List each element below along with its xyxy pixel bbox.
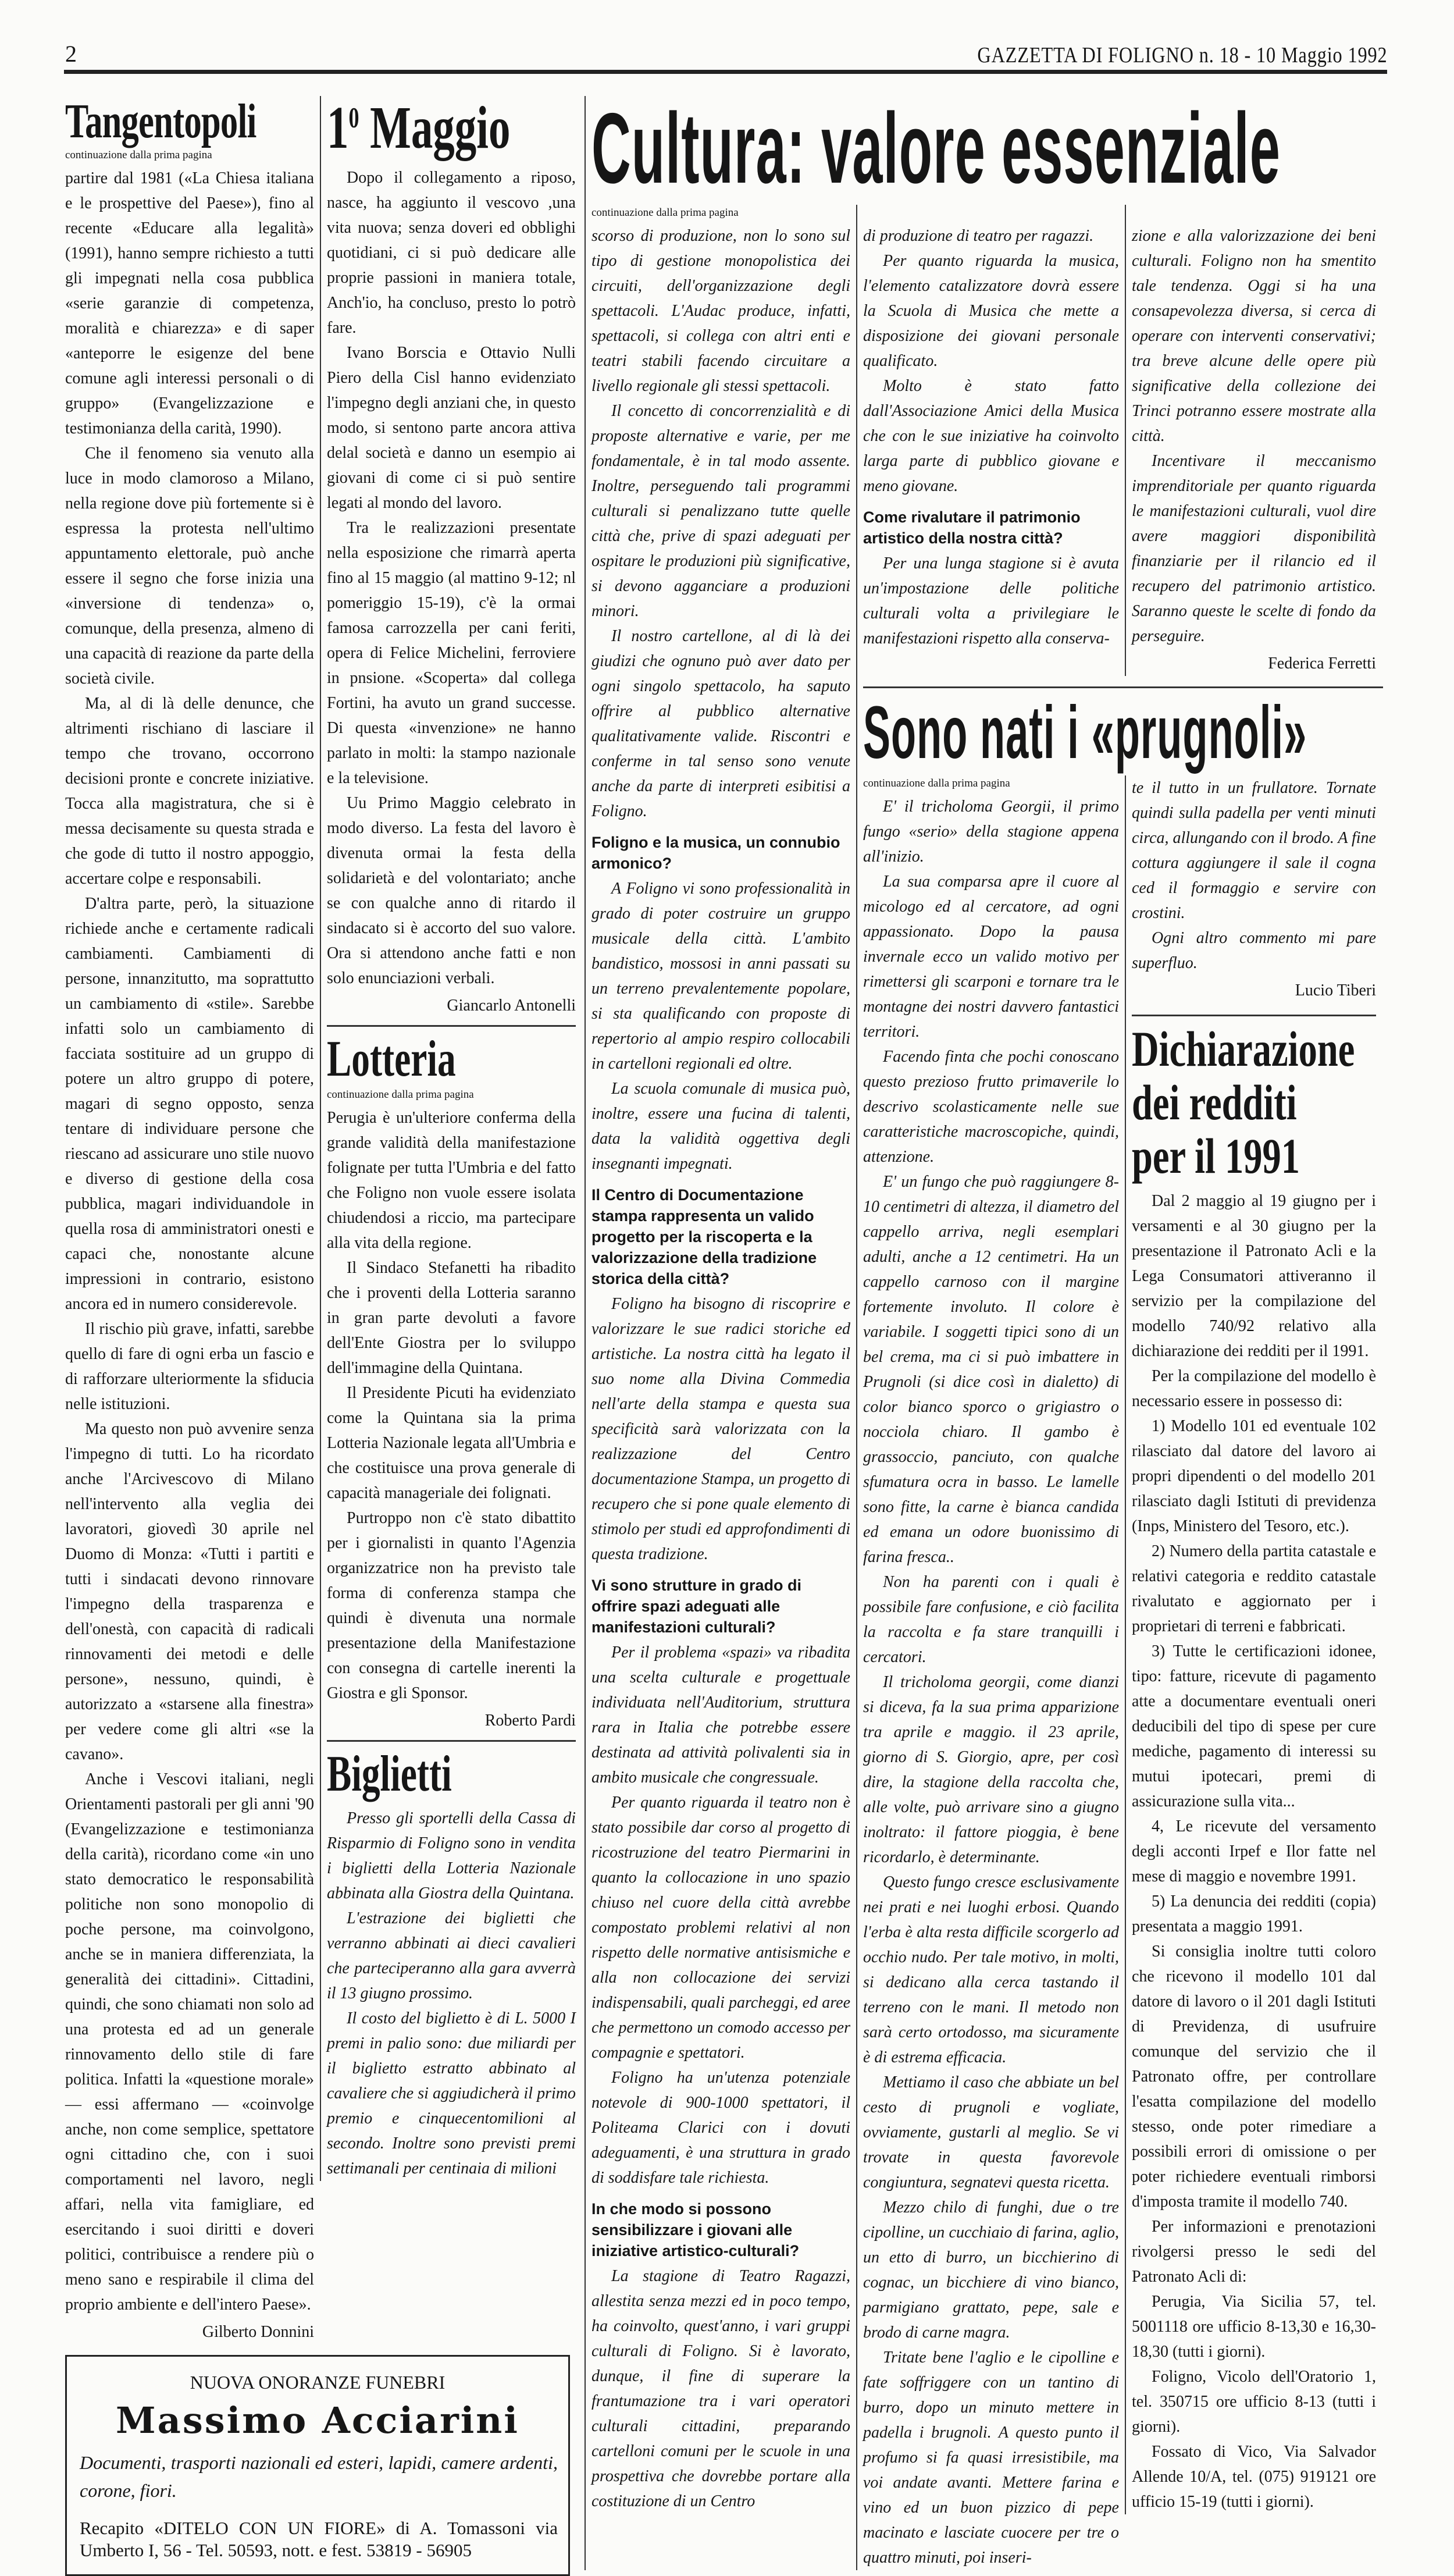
headline-prugnoli: Sono nati i «prugnoli»	[863, 691, 1307, 774]
paragraph: Foligno, Vicolo dell'Oratorio 1, tel. 350715 ore ufficio 8-13 (tutti i giorni).	[1132, 2367, 1376, 2436]
paragraph: Purtroppo non c'è stato dibattito per i giornalisti in quanto l'Agenzia organizzatrice non ha previsto tale forma di conferenza stampa che quindi è divenuta una normale presentazione della Manifestazione con consegna di cartelle inerenti la Giostra e gli Sponsor.	[327, 1508, 576, 1702]
headline-line: per il 1991	[1132, 1127, 1300, 1184]
paragraph: 2) Numero della partita catastale e relativi categoria e reddito catastale rivalutato e aggiornato per i proprietari di terreni e fabbricati.	[1132, 1542, 1376, 1635]
paragraph: Tritate bene l'aglio e le cipolline e fate soffriggere con un tantino di burro, dopo un minuto mettere in padella i brugnoli. A questo punto il profumo si fa quasi irresistibile, ma voi andate avanti. Mettere farina e vino ed un buon pizzico di pepe macinato e lasciate cuocere per tre o quattro minuti, poi inseri-	[863, 2348, 1119, 2567]
paragraph: 5) La denuncia dei redditi (copia) presentata a maggio 1991.	[1132, 1892, 1376, 1935]
article-cultura-col3	[1125, 205, 1376, 676]
subheading: In che modo si possono sensibilizzare i giovani alle iniziative artistico-culturali?	[591, 2200, 800, 2260]
paragraph: Il costo del biglietto è di L. 5000 I premi in palio sono: due miliardi per il biglietto estratto abbinato al cavaliere che si aggiudicherà il primo premio e cinquecentomilioni al secondo. Inoltre sono previsti premi settimanali per centinaia di milioni	[327, 2009, 576, 2177]
headline-line: dei redditi	[1132, 1074, 1297, 1130]
paragraph: Che il fenomeno sia venuto alla luce in modo clamoroso a Milano, nella regione dove più fortemente si è espressa la protesta nell'ultimo appuntamento elettorale, può anche essere il segno che forse inizia una «inversione di tendenza» o, comunque, della presenza, almeno di una capacità di reazione da parte della società civile.	[65, 444, 314, 688]
paragraph: Il concetto di concorrenzialità e di proposte alternative e varie, per me fondamentale, è in tal modo assente. Inoltre, perseguendo tali programmi culturali si penalizzano tutte quelle città che, prive di spazi adeguati per ospitare le produzioni più significative, si devono agganciare a produzioni minori.	[591, 401, 850, 620]
continuation-note: continuazione dalla prima pagina	[327, 1088, 474, 1101]
article-redditi	[1132, 1189, 1376, 2514]
continuation-note: continuazione dalla prima pagina	[65, 149, 212, 162]
paragraph: Presso gli sportelli della Cassa di Risparmio di Foligno sono in vendita i biglietti della Lotteria Nazionale abbinata alla Giostra della Quintana.	[327, 1809, 576, 1902]
paragraph: La stagione di Teatro Ragazzi, allestita senza mezzi ed in poco tempo, ha coinvolto, quest'anno, i vari gruppi culturali di Foligno. Si è lavorato, dunque, il fine di superare la frantumazione tra i vari operatori culturali cittadini, preparando cartelloni comuni per le scuole in una prospettiva che dovrebbe portare alla costituzione di un Centro	[591, 2267, 850, 2510]
paragraph: D'altra parte, però, la situazione richiede anche e certamente radicali cambiamenti. Cambiamenti di persone, innanzitutto, ma soprattutto un cambiamento di «stile». Sarebbe infatti solo un cambiamento di facciata sostituire ad un gruppo di potere un altro gruppo di potere, magari di segno opposto, senza tentare di individuare persone che riescano ad assicurare uno stile nuovo e diverso di gestione della cosa pubblica, magari individuandole in quella rosa di amministratori onesti e capaci che, nonostante alcune impressioni in contrario, esistono ancora ed in numero considerevole.	[65, 895, 314, 1314]
headline-tangentopoli: Tangentopoli	[65, 94, 256, 148]
article-cultura-col2	[863, 205, 1119, 651]
paragraph: 4, Le ricevute del versamento degli acconti Irpef e Ilor fatte nel mese di maggio e novembre 1991.	[1132, 1817, 1376, 1885]
byline: Federica Ferretti	[1268, 654, 1376, 673]
ad-business-name: Massimo Acciarini	[116, 2399, 519, 2442]
paragraph: Il Presidente Picuti ha evidenziato come la Quintana sia la prima Lotteria Nazionale legata all'Umbria e che costituisce una prova generale di capacità manageriale dei folignati.	[327, 1383, 576, 1502]
section-rule	[327, 1025, 576, 1027]
paragraph: Incentivare il meccanismo imprenditoriale per quanto riguarda le manifestazioni culturali, vuol dire avere maggiori disponibilità finanziarie per il rilancio ed il recupero del patrimonio artistico. Saranno queste le scelte di fondo da perseguire.	[1132, 451, 1376, 645]
right-block	[585, 92, 1383, 2570]
paragraph: Ivano Borscia e Ottavio Nulli Piero della Cisl hanno evidenziato l'impegno degli anziani che, in questo modo, si sentono parte ancora attiva delal società e danno un esempio ai giovani di come ci si può sentire legati al mondo del lavoro.	[327, 344, 576, 513]
header-rule	[64, 70, 1387, 74]
paragraph: te il tutto in un frullatore. Tornate quindi sulla padella per venti minuti circa, allungando con il brodo. A fine cottura aggiungere il sale il cogna ced il formaggio e servire con crostini.	[1132, 778, 1376, 922]
article-prugnoli-col1	[863, 775, 1119, 2570]
paragraph: Perugia è un'ulteriore conferma della grande validità della manifestazione folignate per tutta l'Umbria e del fatto che Foligno non vuole essere isolata chiudendosi a riccio, ma partecipare alla vita della regione.	[327, 1108, 576, 1252]
paragraph: E' un fungo che può raggiungere 8-10 centimetri di altezza, il diametro del cappello arriva, negli esemplari adulti, anche a 12 centimetri. Ha un cappello carnoso con il margine fortemente involuto. Il colore è variabile. I soggetti tipici sono di un bel crema, ma ci si può imbattere in Prugnoli (si dice così in dialetto) di color bianco sporco o grigiastro o nocciola chiaro. Il gambo è grassoccio, panciuto, con qualche sfumatura ocra in basso. Le lamelle sono fitte, la carne è bianca candida ed emana un odore buonissimo di farina fresca..	[863, 1172, 1119, 1566]
column-tangentopoli	[65, 96, 314, 2344]
paragraph: Ma questo non può avvenire senza l'impegno di tutti. Lo ha ricordato anche l'Arcivescovo di Milano nell'intervento alla veglia dei lavoratori, giovedì 30 aprile nel Duomo di Monza: «Tutti i partiti e tutti i sindacati devono rinnovare l'impegno della trasparenza e dell'onestà, con capacità di radicali rinnovamenti dei metodi e delle persone», nessuno, quindi, è autorizzato a «starsene alla finestra» per vedere come gli altri «se la cavano».	[65, 1420, 314, 1764]
article-primo-maggio	[327, 165, 576, 1018]
right-columns	[591, 205, 1383, 2570]
paragraph: Per la compilazione del modello è necessario essere in possesso di:	[1132, 1367, 1376, 1410]
headline-redditi	[1132, 1020, 1355, 1184]
paragraph: Il tricholoma georgii, come dianzi si diceva, fa la sua prima apparizione tra aprile e maggio. il 23 aprile, giorno di S. Giorgio, apre, per così dire, la stagione della raccolta che, alle volte, può arrivare sino a giugno inoltrato: il fattore pioggia, è bene ricordarlo, è determinante.	[863, 1673, 1119, 1866]
paragraph: Ma, al di là delle denunce, che altrimenti rischiano di lasciare il tempo che trovano, occorrono decisioni pronte e concrete iniziative. Tocca alla magistratura, che si è messa decisamente su questa strada e che gode di tutto il nostro appoggio, accertare colpe e responsabili.	[65, 695, 314, 888]
paragraph: Si consiglia inoltre tutti coloro che ricevono il modello 101 dal datore di lavoro o il 201 dagli Istituti di Previdenza, di usufruire comunque del servizio che il Patronato offre, per controllare l'esatta compilazione del modello stesso, onde poter rimediare a possibili errori di omissione o per poter richiedere eventuali rimborsi d'imposta tramite il modello 740.	[1132, 1942, 1376, 2211]
paragraph: Anche i Vescovi italiani, negli Orientamenti pastorali per gli anni '90 (Evangelizzazione e testimonianza della carità), ricordano come «in uno stato democratico le responsabilità politiche non sono monopolio di poche persone, ma coinvolgono, anche se in maniera differenziata, la generalità dei cittadini». Cittadini, quindi, che sono chiamati non solo ad una protesta ed ad un generale rinnovamento dello stile di fare politica. Infatti la «questione morale» — essi affermano — «coinvolge anche, non come semplice, spettatore ogni cittadino che, con i suoi comportamenti nel lavoro, negli affari, nella vita famigliare, ed esercitando i suoi diritti e doveri politici, contribuisce a rendere più o meno sano e respirabile il clima del proprio ambiente e dell'intero Paese».	[65, 1770, 314, 2314]
paragraph: partire dal 1981 («La Chiesa italiana e le prospettive del Paese»), fino al recente «Educare alla legalità» (1991), hanno sempre richiesto a tutti gli impegnati nella cosa pubblica «serie garanzie di competenza, moralità e chiarezza» e di saper «anteporre le esigenze del bene comune agli interessi personali o di gruppo» (Evangelizzazione e testimonianza della carità, 1990).	[65, 169, 314, 438]
masthead: GAZZETTA DI FOLIGNO n. 18 - 10 Maggio 1992	[977, 43, 1387, 67]
headline-primo-maggio	[327, 94, 511, 161]
paragraph: Il rischio più grave, infatti, sarebbe quello di fare di ogni erba un fascio e di rafforzare ulteriormente la sfiducia nelle istituzioni.	[65, 1320, 314, 1414]
funeral-services-ad	[65, 2355, 570, 2576]
paragraph: Per quanto riguarda la musica, l'elemento catalizzatore dovrà essere la Scuola di Musica che mette a disposizione dei giovani personale qualificato.	[863, 251, 1119, 370]
headline-superscript: 0	[348, 101, 359, 134]
ad-kicker: NUOVA ONORANZE FUNEBRI	[190, 2372, 446, 2393]
byline: Giancarlo Antonelli	[447, 997, 576, 1015]
subheading: Il Centro di Documentazione stampa rappresenta un valido progetto per la riscoperta e la valorizzazione della tradizione storica della città?	[591, 1186, 817, 1287]
subheading: Come rivalutare il patrimonio artistico della nostra città?	[863, 508, 1081, 547]
subheading: Foligno e la musica, un connubio armonico?	[591, 833, 840, 872]
paragraph: zione e alla valorizzazione dei beni culturali. Foligno non ha smentito tale tendenza. Oggi si ha una consapevolezza diversa, si cerca di operare con interventi conservativi; tra breve alcune delle opere più significative della collezione dei Trinci potranno essere mostrate alla città.	[1132, 226, 1376, 445]
paragraph: Perugia, Via Sicilia 57, tel. 5001118 ore ufficio 8-13,30 e 16,30-18,30 (tutti i giorni).	[1132, 2292, 1376, 2361]
article-cultura-col1	[591, 205, 850, 2514]
page-number: 2	[65, 41, 77, 67]
byline: Gilberto Donnini	[202, 2323, 314, 2342]
paragraph: Dopo il collegamento a riposo, nasce, ha aggiunto il vescovo ,una vita nuova; senza doveri ed obblighi quotidiani, ci si può dedicare alle proprie passioni in maniera totale, Anch'io, ha concluso, presto lo potrò fare.	[327, 169, 576, 337]
ad-address: Recapito «DITELO CON UN FIORE» di A. Tomassoni via Umberto I, 56 - Tel. 50593, nott. e fest. 53819 - 56905	[80, 2518, 558, 2561]
section-rule	[1132, 1015, 1376, 1016]
paragraph: Ogni altro commento mi pare superfluo.	[1132, 928, 1376, 972]
paragraph: Uu Primo Maggio celebrato in modo diverso. La festa del lavoro è divenuta ormai la festa della solidarietà e del volontariato; anche se con qualche anno di ritardo il sindacato si è accorto del suo valore. Ora si attendono anche fatti e non solo enunciazioni verbali.	[327, 794, 576, 988]
right-subblock	[856, 205, 1383, 2570]
section-rule	[863, 686, 1383, 688]
article-prugnoli-col2	[1132, 775, 1376, 1003]
headline-word: Maggio	[370, 94, 511, 161]
paragraph: 3) Tutte le certificazioni idonee, tipo: fatture, ricevute di pagamento atte a documentare eventuali oneri deducibili del tipo di spese per cure mediche, pagamento di interessi su mutui ipotecari, premi di assicurazione sulla vita...	[1132, 1642, 1376, 1810]
byline: Roberto Pardi	[484, 1711, 576, 1730]
headline-line: Dichiarazione	[1132, 1020, 1355, 1077]
paragraph: Per informazioni e prenotazioni rivolgersi presso le sedi del Patronato Acli di:	[1132, 2217, 1376, 2286]
paragraph: Per una lunga stagione si è avuta un'impostazione delle politiche culturali volta a privilegiare le manifestazioni rispetto alla conserva-	[863, 554, 1119, 647]
paragraph: Foligno ha un'utenza potenziale notevole di 900-1000 spettatori, il Politeama Clarici con i dovuti adeguamenti, è una struttura in grado di soddisfare tale richiesta.	[591, 2068, 850, 2187]
column-right-stack	[1125, 775, 1376, 2514]
left-columns	[65, 96, 582, 2344]
paragraph: Tra le realizzazioni presentate nella esposizione che rimarrà aperta fino al 15 maggio (al mattino 9-12; nl pomeriggio 15-19), c'è la ormai famosa carrozzella per cani feriti, opera di Felice Michelini, ferroviere in pnsione. «Scoperta» dal collega Fortini, ha avuto un grand successe. Di questa «invenzione» ne hanno parlato in molti: la stampo nazionale e la televisione.	[327, 519, 576, 788]
page-body	[65, 92, 1387, 2576]
byline: Lucio Tiberi	[1295, 981, 1376, 999]
paragraph: Questo fungo cresce esclusivamente nei prati e nei luoghi erbosi. Quando l'erba è alta resta difficile scorgerlo ad occhio nudo. Per tale motivo, in molti, si dedicano alla cerca tastando il terreno con le mani. Il metodo non sarà certo ortodosso, ma sicuramente è di estrema efficacia.	[863, 1873, 1119, 2066]
headline-lotteria: Lotteria	[327, 1031, 456, 1088]
subheading: Vi sono strutture in grado di offrire spazi adeguati alle manifestazioni culturali?	[591, 1576, 802, 1636]
paragraph: E' il tricholoma Georgii, il primo fungo «serio» della stagione appena all'inizio.	[863, 797, 1119, 866]
article-biglietti	[327, 1806, 576, 2181]
paragraph: Molto è stato fatto dall'Associazione Amici della Musica che con le sue iniziative ha coinvolto larga parte di pubblico giovane e meno giovane.	[863, 376, 1119, 495]
paragraph: La scuola comunale di musica può, inoltre, essere una fucina di talenti, data la validità oggettiva degli insegnanti impegnati.	[591, 1079, 850, 1173]
paragraph: La sua comparsa apre il cuore al micologo ed al cercatore, ad ogni appassionato. Dopo la pausa invernale ecco un valido motivo per rimettersi gli scarponi e tornare tra le montagne dei nostri davvero fantastici territori.	[863, 872, 1119, 1041]
prugnoli-columns	[863, 775, 1383, 2570]
paragraph: L'estrazione dei biglietti che verranno abbinati ai dieci cavalieri che parteciperanno alla gara avverrà il 13 giugno prossimo.	[327, 1909, 576, 2002]
article-lotteria	[327, 1087, 576, 1733]
cultura-continuation	[863, 205, 1383, 676]
paragraph: Il Sindaco Stefanetti ha ribadito che i proventi della Lotteria saranno in gran parte devoluti a favore dell'Ente Giostra per lo sviluppo dell'immagine della Quintana.	[327, 1258, 576, 1377]
continuation-note: continuazione dalla prima pagina	[591, 206, 739, 219]
paragraph: 1) Modello 101 ed eventuale 102 rilasciato dal datore del lavoro ai propri dipendenti o del modello 201 rilasciato dagli Istituti di previdenza (Inps, Ministero del Tesoro, etc.).	[1132, 1417, 1376, 1535]
paragraph: Foligno ha bisogno di riscoprire e valorizzare le sue radici storiche ed artistiche. La nostra città ha legato il suo nome alla Divina Commedia nell'arte della stampa e questa sua specificità sarà valorizzata con la realizzazione del Centro documentazione Stampa, un progetto di recupero che si pone quale elemento di stimolo per studi ed approfondimenti di questa tradizione.	[591, 1294, 850, 1563]
headline-cultura: Cultura: valore essenziale	[591, 92, 1281, 204]
continuation-note: continuazione dalla prima pagina	[863, 777, 1010, 789]
paragraph: Fossato di Vico, Via Salvador Allende 10/A, tel. (075) 919121 ore ufficio 15-19 (tutti i giorni).	[1132, 2442, 1376, 2511]
paragraph: Mettiamo il caso che abbiate un bel cesto di prugnoli e vogliate, ovviamente, gustarli al meglio. Se vi trovate in questa favorevole congiuntura, segnatevi questa ricetta.	[863, 2073, 1119, 2191]
ad-description: Documenti, trasporti nazionali ed esteri, lapidi, camere ardenti, corone, fiori.	[80, 2452, 558, 2502]
paragraph: scorso di produzione, non lo sono sul tipo di gestione monopolistica dei circuiti, dell'organizzazione degli spettacoli. L'Audac produce, infatti, spettacoli, si collega con altri enti e teatri stabili facendo circuitare a livello regionale gli stessi spettacoli.	[591, 226, 850, 395]
column-two	[320, 96, 576, 2181]
paragraph: Facendo finta che pochi conoscano questo prezioso frutto primaverile lo descrivo scolasticamente nelle sue caratteristiche macroscopiche, quindi, attenzione.	[863, 1047, 1119, 1166]
paragraph: Dal 2 maggio al 19 giugno per i versamenti e al 30 giugno per la presentazione il Patronato Acli e la Lega Consumatori attiveranno il servizio per la compilazione del modello 740/92 relativo alla dichiarazione dei redditi per il 1991.	[1132, 1191, 1376, 1360]
article-tangentopoli	[65, 147, 314, 2344]
paragraph: Per quanto riguarda il teatro non è stato possibile dar corso al progetto di ricostruzione del teatro Piermarini in quanto la collocazione in uno spazio chiuso nel cuore della città avrebbe compostato problemi relativi al non rispetto delle normative antisismiche e alla non collocazione dei servizi indispensabili, quali parcheggi, ed aree che permettono un comodo accesso per compagnie e spettatori.	[591, 1793, 850, 2062]
headline-biglietti: Biglietti	[327, 1745, 452, 1802]
paragraph: di produzione di teatro per ragazzi.	[863, 226, 1094, 245]
paragraph: Non ha parenti con i quali è possibile fare confusione, e ciò facilita la raccolta e fa stare tranquilli i cercatori.	[863, 1572, 1119, 1666]
paragraph: Il nostro cartellone, al di là dei giudizi che ognuno può aver dato per ogni singolo spettacolo, ha saputo offrire al pubblico alternative qualitativamente valide. Riscontri e conferme in tal senso sono venute anche da parte di interpreti esibitisi a Foligno.	[591, 627, 850, 820]
headline-number: 1	[327, 94, 349, 161]
paragraph: A Foligno vi sono professionalità in grado di poter costruire un gruppo musicale della città. L'ambito bandistico, mossosi in anni passati su un terreno prevalentemente popolare, si sta qualificando con proposte di repertorio al ampio respiro collocabili in cartelloni regionali ed oltre.	[591, 879, 850, 1073]
section-rule	[327, 1740, 576, 1742]
paragraph: Per il problema «spazi» va ribadita una scelta culturale e progettuale individuata nell'Auditorium, struttura rara in Italia che potrebbe essere destinata ad attività polivalenti sia in ambito musicale che congressuale.	[591, 1643, 850, 1787]
left-block	[65, 96, 582, 2576]
paragraph: Mezzo chilo di funghi, due o tre cipolline, un cucchiaio di farina, aglio, un etto di burro, un bicchierino di cognac, un bicchiere di vino bianco, parmigiano grattato, pepe, sale e brodo di carne magra.	[863, 2198, 1119, 2342]
